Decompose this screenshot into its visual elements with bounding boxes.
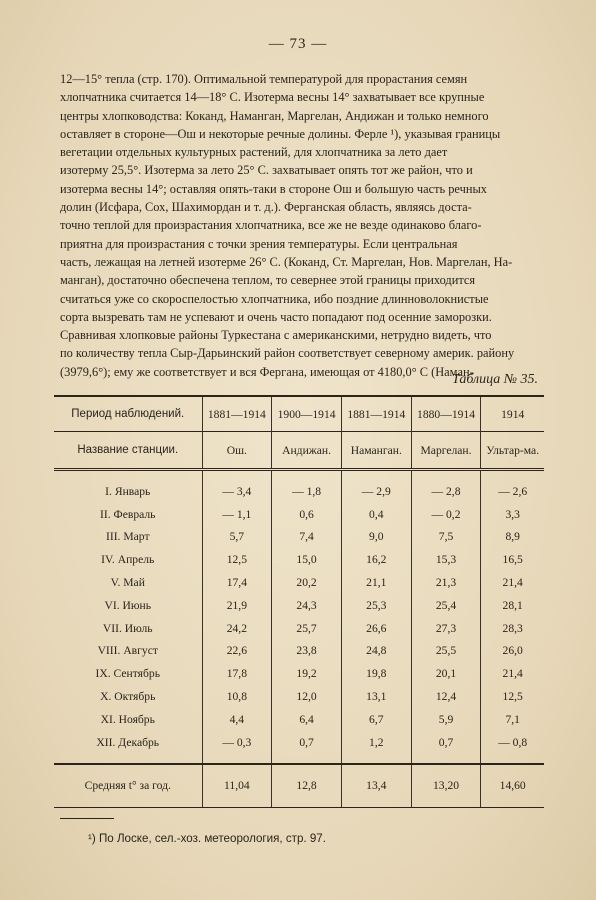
value-cell: 15,3 bbox=[411, 548, 481, 571]
value-cell: 21,4 bbox=[481, 571, 544, 594]
value-cell: 10,8 bbox=[202, 685, 272, 708]
paragraph-line: по количеству тепла Сыр-Дарьинский район соответствует северному америк. району bbox=[60, 346, 515, 361]
table-row bbox=[54, 731, 544, 754]
average-cell: 13,20 bbox=[411, 764, 481, 808]
period-cell: 1880—1914 bbox=[411, 396, 481, 432]
table-row bbox=[54, 480, 544, 503]
period-cell: 1881—1914 bbox=[202, 396, 272, 432]
value-cell: 24,2 bbox=[202, 617, 272, 640]
page-number: — 73 — bbox=[268, 36, 328, 52]
month-label bbox=[54, 571, 202, 594]
value-cell: 21,3 bbox=[411, 571, 481, 594]
month-label bbox=[54, 640, 202, 663]
value-cell: — 3,4 bbox=[202, 480, 272, 503]
value-cell: 26,0 bbox=[481, 640, 544, 663]
value-cell: 12,4 bbox=[411, 685, 481, 708]
paragraph-line: часть, лежащая на летней изотерме 26° С. (Коканд, Ст. Маргелан, Нов. Маргелан, На- bbox=[60, 254, 513, 269]
value-cell: 28,1 bbox=[481, 594, 544, 617]
average-row bbox=[54, 764, 544, 808]
station-cell: Ультар-ма. bbox=[481, 432, 544, 470]
table-row bbox=[54, 594, 544, 617]
station-cell: Маргелан. bbox=[411, 432, 481, 470]
month-label bbox=[54, 662, 202, 685]
value-cell: 22,6 bbox=[202, 640, 272, 663]
spacer-row bbox=[54, 470, 544, 481]
value-cell: — 2,6 bbox=[481, 480, 544, 503]
month-label bbox=[54, 548, 202, 571]
average-label-text: Средняя t° за год. bbox=[84, 779, 171, 793]
average-cell: 13,4 bbox=[341, 764, 411, 808]
spacer-row bbox=[54, 754, 544, 764]
value-cell: 12,0 bbox=[272, 685, 342, 708]
paragraph-line: (3979,6°); ему же соответствует и вся Фергана, имеющая от 4180,0° С (Наман- bbox=[60, 364, 474, 379]
value-cell: 7,4 bbox=[272, 526, 342, 549]
month-label-text: XI. Ноябрь bbox=[100, 712, 155, 726]
period-cell: 1881—1914 bbox=[341, 396, 411, 432]
value-cell: 3,3 bbox=[481, 503, 544, 526]
footnote-rule bbox=[60, 818, 114, 819]
value-cell: 21,9 bbox=[202, 594, 272, 617]
table-row bbox=[54, 662, 544, 685]
value-cell: 19,8 bbox=[341, 662, 411, 685]
value-cell: 19,2 bbox=[272, 662, 342, 685]
value-cell: 24,3 bbox=[272, 594, 342, 617]
value-cell: 6,7 bbox=[341, 708, 411, 731]
value-cell: 1,2 bbox=[341, 731, 411, 754]
month-label bbox=[54, 685, 202, 708]
month-label-text: IX. Сентябрь bbox=[95, 667, 160, 681]
value-cell: 25,3 bbox=[341, 594, 411, 617]
paragraph-line: вегетации отдельных культурных растений, для хлопчатника за лето дает bbox=[60, 145, 448, 160]
value-cell: 0,7 bbox=[272, 731, 342, 754]
paragraph-line: считаться уже со скороспелостью хлопчатника, ибо поздние длинноволокнистые bbox=[60, 291, 489, 306]
value-cell: 25,5 bbox=[411, 640, 481, 663]
month-label bbox=[54, 617, 202, 640]
temperature-table bbox=[54, 395, 544, 808]
value-cell: 21,1 bbox=[341, 571, 411, 594]
paragraph-line: долин (Исфара, Сох, Шахимордан и т. д.). Ферганская область, являясь доста- bbox=[60, 200, 472, 215]
value-cell: 17,4 bbox=[202, 571, 272, 594]
month-label-text: IV. Апрель bbox=[101, 553, 155, 567]
table-row bbox=[54, 685, 544, 708]
value-cell: 5,9 bbox=[411, 708, 481, 731]
table-row bbox=[54, 571, 544, 594]
table-row bbox=[54, 640, 544, 663]
value-cell: 0,7 bbox=[411, 731, 481, 754]
average-cell: 12,8 bbox=[272, 764, 342, 808]
station-header-label: Название станции. bbox=[54, 432, 202, 470]
table-title: Таблица № 35. bbox=[452, 372, 538, 387]
value-cell: 8,9 bbox=[481, 526, 544, 549]
paragraph-line: точно теплой для произрастания хлопчатника, все же не везде одинаково благо- bbox=[60, 218, 482, 233]
table-row bbox=[54, 708, 544, 731]
value-cell: 20,2 bbox=[272, 571, 342, 594]
month-label bbox=[54, 708, 202, 731]
value-cell: — 0,8 bbox=[481, 731, 544, 754]
value-cell: — 2,8 bbox=[411, 480, 481, 503]
station-cell: Ош. bbox=[202, 432, 272, 470]
value-cell: 16,2 bbox=[341, 548, 411, 571]
average-cell: 14,60 bbox=[481, 764, 544, 808]
month-label-text: XII. Декабрь bbox=[96, 735, 160, 749]
month-label-text: X. Октябрь bbox=[100, 690, 156, 704]
month-label-text: VIII. Август bbox=[97, 644, 158, 658]
value-cell: 28,3 bbox=[481, 617, 544, 640]
paragraph-line: манган), достаточно обеспечена теплом, то севернее этой границы приходится bbox=[60, 273, 476, 288]
month-label-text: VI. Июнь bbox=[104, 598, 152, 612]
month-label-text: V. Май bbox=[110, 576, 145, 590]
value-cell: — 0,2 bbox=[411, 503, 481, 526]
paragraph-line: сорта вызревать там не успевают и очень часто попадают под осенние заморозки. bbox=[60, 309, 492, 324]
value-cell: — 1,1 bbox=[202, 503, 272, 526]
value-cell: 26,6 bbox=[341, 617, 411, 640]
month-label bbox=[54, 480, 202, 503]
paragraph-line: оставляет в стороне—Ош и некоторые речные долины. Ферле ¹), указывая границы bbox=[60, 126, 501, 141]
value-cell: 25,7 bbox=[272, 617, 342, 640]
paragraph-line: приятна для произрастания с точки зрения температуры. Если центральная bbox=[60, 236, 458, 251]
header-row-stations bbox=[54, 432, 544, 470]
value-cell: 25,4 bbox=[411, 594, 481, 617]
paragraph-line: центры хлопководства: Коканд, Наманган, Маргелан, Андижан и только немного bbox=[60, 108, 489, 123]
value-cell: — 0,3 bbox=[202, 731, 272, 754]
average-label bbox=[54, 764, 202, 808]
paragraph-line: изотерму 25,5°. Изотерма за лето 25° С. захватывает опять тот же район, что и bbox=[60, 163, 473, 178]
table-row bbox=[54, 617, 544, 640]
value-cell: 15,0 bbox=[272, 548, 342, 571]
table-row bbox=[54, 548, 544, 571]
table-row bbox=[54, 503, 544, 526]
station-cell: Андижан. bbox=[272, 432, 342, 470]
month-label bbox=[54, 594, 202, 617]
value-cell: 0,6 bbox=[272, 503, 342, 526]
table-row bbox=[54, 526, 544, 549]
period-cell: 1900—1914 bbox=[272, 396, 342, 432]
month-label-text: VII. Июль bbox=[102, 621, 153, 635]
value-cell: — 2,9 bbox=[341, 480, 411, 503]
value-cell: 23,8 bbox=[272, 640, 342, 663]
period-header-label: Период наблюдений. bbox=[54, 396, 202, 432]
value-cell: 7,5 bbox=[411, 526, 481, 549]
month-label-text: III. Март bbox=[105, 530, 150, 544]
value-cell: 12,5 bbox=[481, 685, 544, 708]
value-cell: 21,4 bbox=[481, 662, 544, 685]
month-label-text: I. Январь bbox=[105, 484, 151, 498]
header-row-periods bbox=[54, 396, 544, 432]
footnote: ¹) По Лоске, сел.-хоз. метеорология, стр. 97. bbox=[88, 832, 326, 845]
body-paragraph bbox=[60, 70, 544, 381]
value-cell: — 1,8 bbox=[272, 480, 342, 503]
station-cell: Наманган. bbox=[341, 432, 411, 470]
table-body bbox=[54, 470, 544, 764]
value-cell: 24,8 bbox=[341, 640, 411, 663]
value-cell: 4,4 bbox=[202, 708, 272, 731]
value-cell: 6,4 bbox=[272, 708, 342, 731]
paragraph-line: 12—15° тепла (стр. 170). Оптимальной температурой для прорастания семян bbox=[60, 72, 468, 86]
paragraph-line: Сравнивая хлопковые районы Туркестана с американскими, нетрудно видеть, что bbox=[60, 328, 492, 343]
value-cell: 12,5 bbox=[202, 548, 272, 571]
value-cell: 0,4 bbox=[341, 503, 411, 526]
month-label-text: II. Февраль bbox=[100, 507, 156, 521]
paragraph-line: изотерма весны 14°; оставляя опять-таки в стороне Ош и большую часть речных bbox=[60, 181, 488, 196]
month-label bbox=[54, 731, 202, 754]
value-cell: 9,0 bbox=[341, 526, 411, 549]
paragraph-line: хлопчатника считается 14—18° С. Изотерма весны 14° захватывает все крупные bbox=[60, 90, 485, 105]
value-cell: 27,3 bbox=[411, 617, 481, 640]
month-label bbox=[54, 503, 202, 526]
period-cell: 1914 bbox=[481, 396, 544, 432]
value-cell: 16,5 bbox=[481, 548, 544, 571]
value-cell: 20,1 bbox=[411, 662, 481, 685]
value-cell: 13,1 bbox=[341, 685, 411, 708]
value-cell: 7,1 bbox=[481, 708, 544, 731]
value-cell: 17,8 bbox=[202, 662, 272, 685]
average-cell: 11,04 bbox=[202, 764, 272, 808]
value-cell: 5,7 bbox=[202, 526, 272, 549]
month-label bbox=[54, 526, 202, 549]
